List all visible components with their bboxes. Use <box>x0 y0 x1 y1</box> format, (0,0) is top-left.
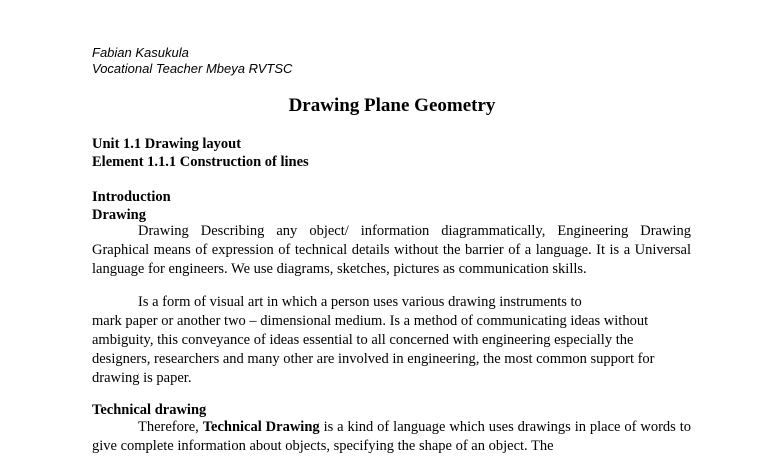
introduction-heading: Introduction <box>92 189 171 205</box>
paragraph-line: ambiguity, this conveyance of ideas essential to all concerned with engineering especially the <box>92 332 634 348</box>
drawing-paragraph: Drawing Describing any object/ information diagrammatically, Engineering Drawing Graphical means of expression of technical details without the barrier of a language. It is a Universal language for engineers. We use diagrams, sketches, pictures as communication skills. <box>92 223 691 277</box>
paragraph-line: drawing is paper. <box>92 370 192 386</box>
element-heading: Element 1.1.1 Construction of lines <box>92 154 309 170</box>
paragraph-line: mark paper or another two – dimensional medium. Is a method of communicating ideas without <box>92 313 649 329</box>
paragraph-line: Is a form of visual art in which a person uses various drawing instruments to <box>138 294 582 310</box>
paragraph-rest: is a kind of language which uses drawings in place of words to give complete information about objects, specifying the shape of an object. The <box>92 419 691 454</box>
author-position: Vocational Teacher Mbeya RVTSC <box>92 61 293 76</box>
paragraph-line: designers, researchers and many other are involved in engineering, the most common support for <box>92 351 655 367</box>
unit-heading: Unit 1.1 Drawing layout <box>92 136 242 152</box>
author-name: Fabian Kasukula <box>92 45 189 60</box>
technical-drawing-paragraph <box>92 418 691 456</box>
document-title: Drawing Plane Geometry <box>288 95 496 116</box>
technical-drawing-heading: Technical drawing <box>92 402 207 418</box>
paragraph-lead: Therefore, <box>138 419 203 435</box>
drawing-heading: Drawing <box>92 207 146 223</box>
technical-drawing-term: Technical Drawing <box>202 419 320 435</box>
